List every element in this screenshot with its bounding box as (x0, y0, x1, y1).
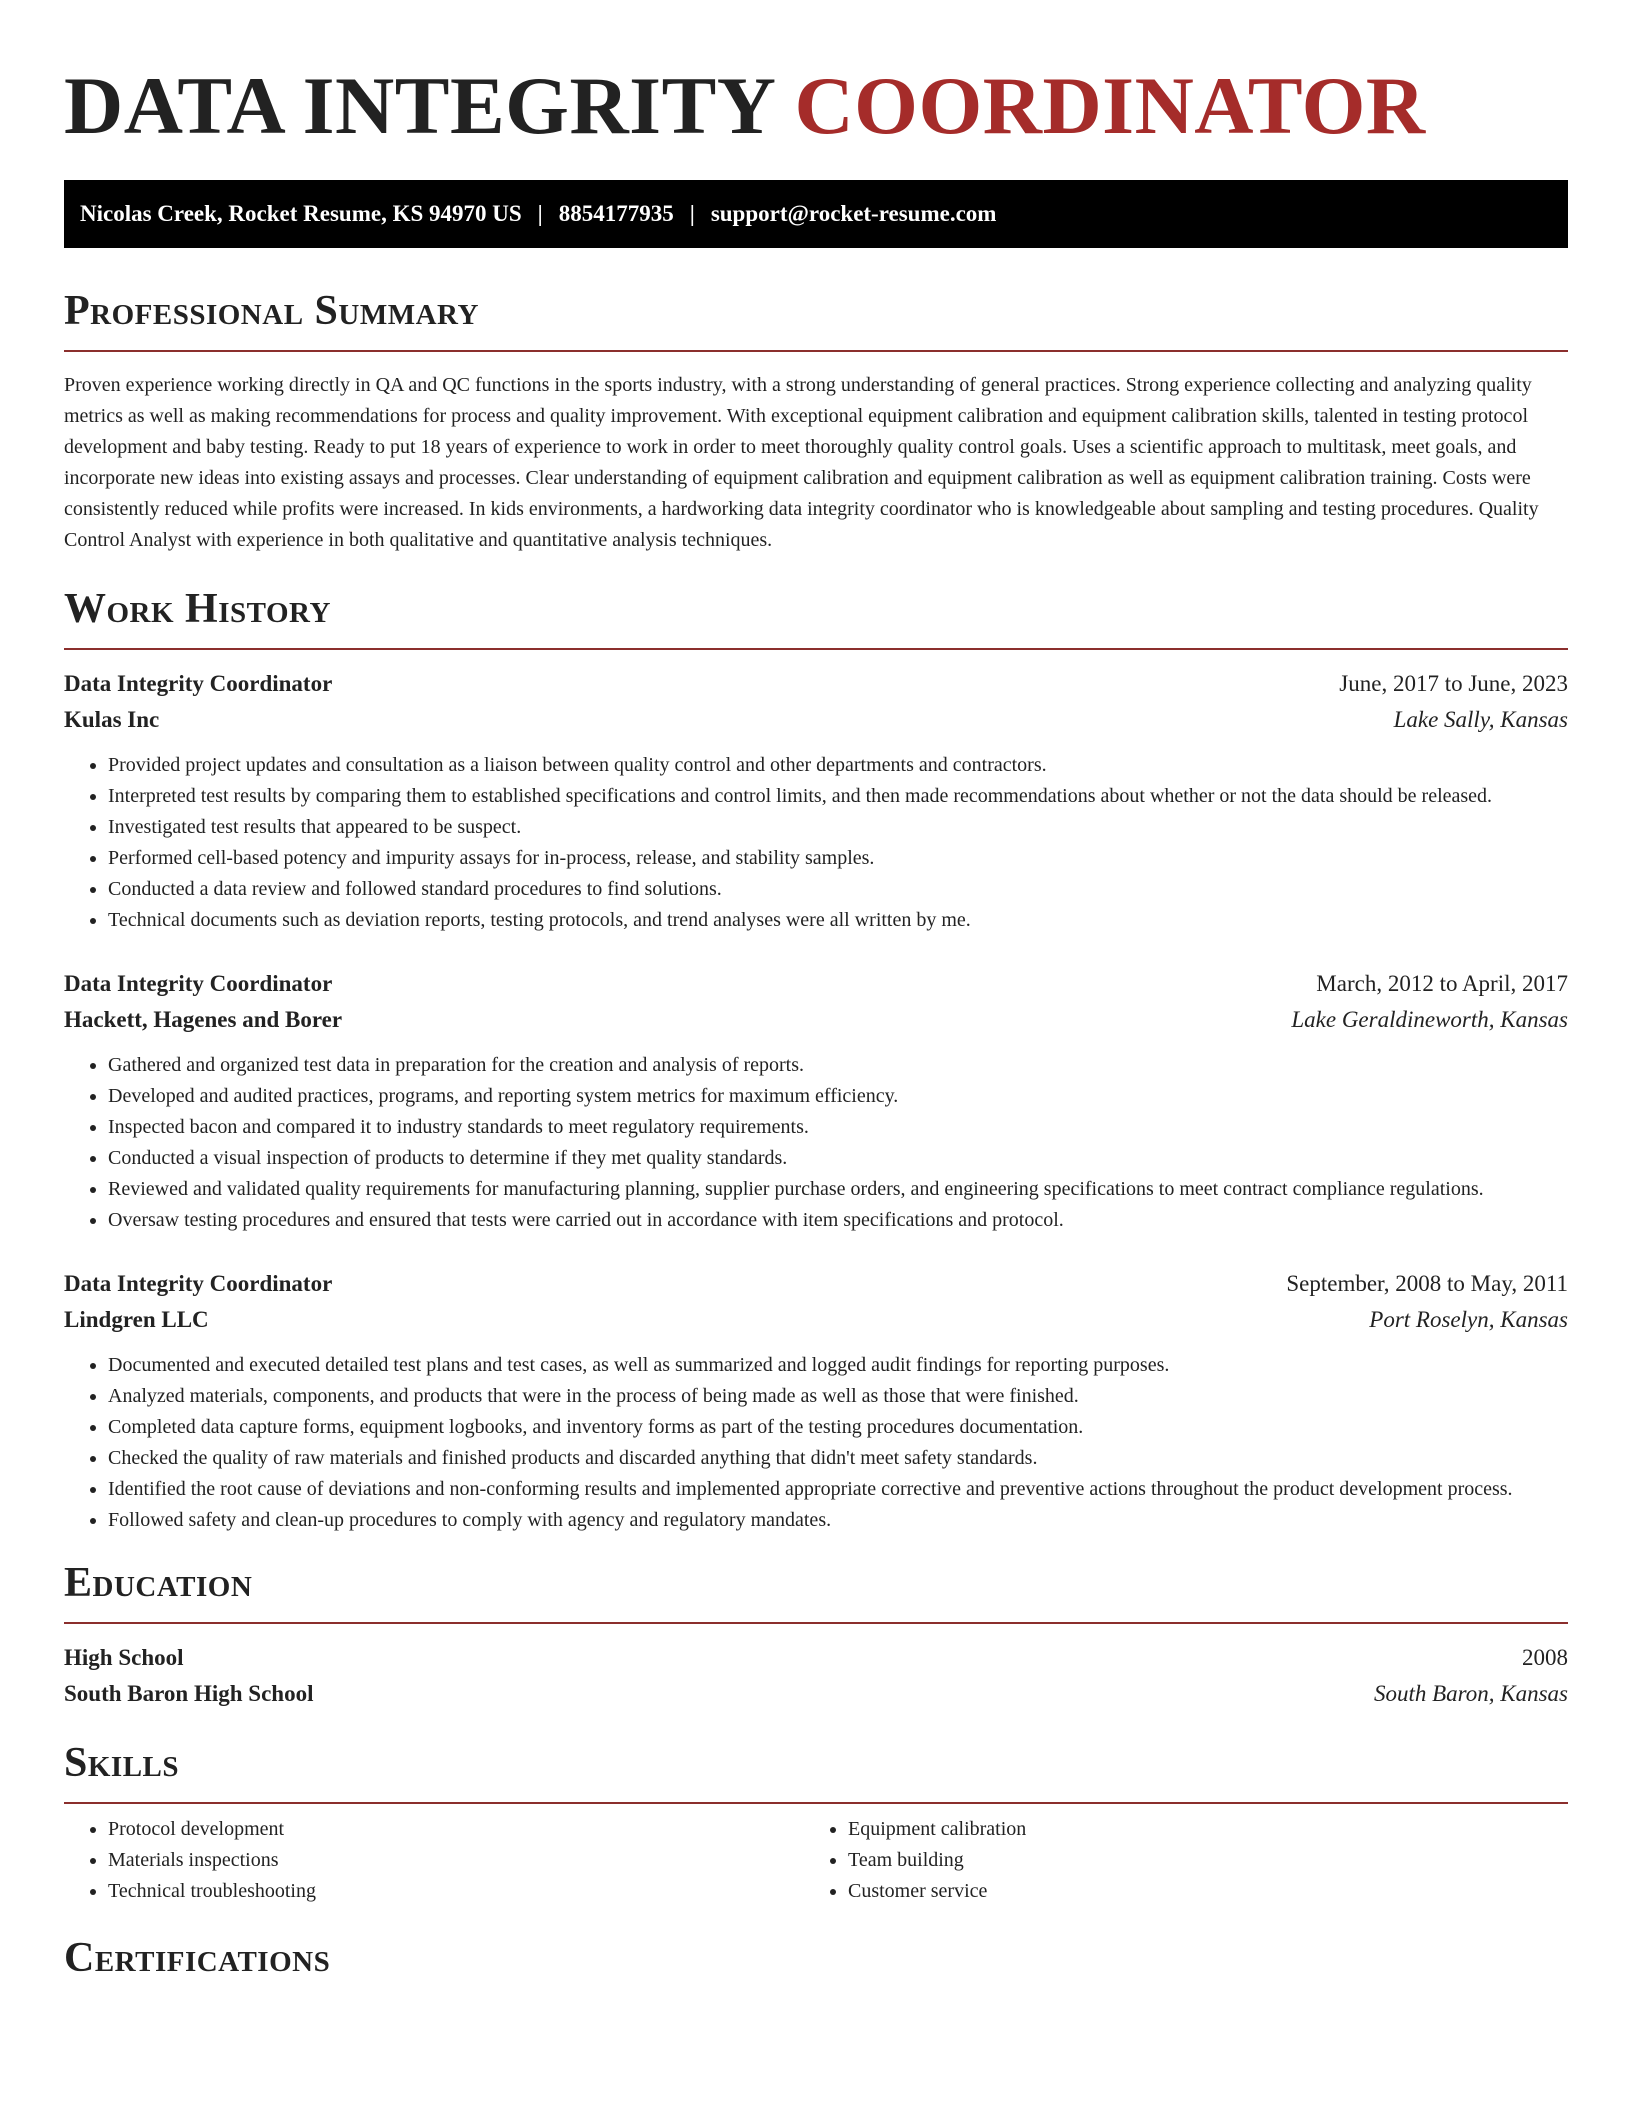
title-accent: COORDINATOR (794, 60, 1426, 151)
job-entry (64, 1266, 1568, 1536)
job-bullet: • Documented and executed detailed test plans and test cases, as well as summarized and logged audit findings for reporting purposes. (108, 1350, 1568, 1381)
job-dates: March, 2012 to April, 2017 (1316, 971, 1568, 996)
job-bullet: • Interpreted test results by comparing them to established specifications and control limits, and then made recommendations about whether or not the data should be released. (108, 781, 1568, 812)
skills-section (64, 1738, 1568, 1907)
job-bullets (64, 1350, 1568, 1536)
job-company: Lindgren LLC (64, 1307, 209, 1332)
certifications-heading: Certifications (64, 1935, 331, 1981)
contact-bar (64, 180, 1568, 248)
job-bullet: • Oversaw testing procedures and ensured that tests were carried out in accordance with item specifications and protocol. (108, 1205, 1568, 1236)
job-company: Kulas Inc (64, 707, 160, 732)
contact-address: Nicolas Creek, Rocket Resume, KS 94970 US (80, 201, 522, 226)
job-dates: September, 2008 to May, 2011 (1286, 1271, 1568, 1296)
contact-phone: 8854177935 (558, 201, 674, 226)
job-bullet: • Reviewed and validated quality requirements for manufacturing planning, supplier purchase orders, and engineering specifications to meet contract compliance regulations. (108, 1174, 1568, 1205)
education-location: South Baron, Kansas (1373, 1681, 1568, 1706)
job-header-row (64, 966, 1568, 1002)
job-bullet: • Conducted a data review and followed standard procedures to find solutions. (108, 874, 1568, 905)
job-bullet: • Followed safety and clean-up procedures to comply with agency and regulatory mandates. (108, 1505, 1568, 1536)
skills-list-left (64, 1814, 804, 1907)
job-bullet: • Conducted a visual inspection of products to determine if they met quality standards. (108, 1143, 1568, 1174)
section-divider (64, 350, 1568, 352)
summary-heading: Professional Summary (64, 288, 479, 334)
skill-item: • Team building (848, 1845, 1544, 1876)
job-bullet: • Investigated test results that appeared to be suspect. (108, 812, 1568, 843)
job-bullets (64, 1050, 1568, 1236)
education-school: South Baron High School (64, 1681, 314, 1706)
certifications-section (64, 1933, 1568, 1983)
job-header-row (64, 1266, 1568, 1302)
job-bullet: • Technical documents such as deviation reports, testing protocols, and trend analyses were all written by me. (108, 905, 1568, 936)
job-bullet: • Gathered and organized test data in preparation for the creation and analysis of reports. (108, 1050, 1568, 1081)
education-header-row (64, 1640, 1568, 1676)
job-bullet: • Provided project updates and consultation as a liaison between quality control and other departments and contractors. (108, 750, 1568, 781)
title-main: DATA INTEGRITY (64, 60, 774, 151)
job-entry (64, 666, 1568, 936)
job-bullet: • Completed data capture forms, equipment logbooks, and inventory forms as part of the testing procedures documentation. (108, 1412, 1568, 1443)
job-bullets (64, 750, 1568, 936)
job-bullet: • Analyzed materials, components, and products that were in the process of being made as well as those that were finished. (108, 1381, 1568, 1412)
education-year: 2008 (1522, 1645, 1568, 1670)
job-location: Lake Geraldineworth, Kansas (1291, 1007, 1568, 1032)
education-heading: Education (64, 1560, 253, 1606)
skills-columns (64, 1814, 1568, 1907)
contact-separator: | (689, 201, 695, 226)
work-history-section (64, 584, 1568, 1536)
work-history-heading: Work History (64, 586, 331, 632)
skill-item: • Protocol development (108, 1814, 804, 1845)
education-degree: High School (64, 1645, 184, 1670)
summary-text: Proven experience working directly in QA and QC functions in the sports industry, with a strong understanding of general practices. Strong experience collecting and analyzing quality metrics as well as making recommendations for process and quality improvement. With exceptional equipment calibration and equipment calibration skills, talented in testing protocol development and baby testing. Ready to put 18 years of experience to work in order to meet thoroughly quality control goals. Uses a scientific approach to multitask, meet goals, and incorporate new ideas into existing assays and processes. Clear understanding of equipment calibration and equipment calibration as well as equipment calibration training. Costs were consistently reduced while profits were increased. In kids environments, a hardworking data integrity coordinator who is knowledgeable about sampling and testing procedures. Quality Control Analyst with experience in both qualitative and quantitative analysis techniques. (64, 374, 1539, 551)
skill-item: • Customer service (848, 1876, 1544, 1907)
job-company-row (64, 1302, 1568, 1338)
job-company: Hackett, Hagenes and Borer (64, 1007, 343, 1032)
education-school-row (64, 1676, 1568, 1712)
section-divider (64, 648, 1568, 650)
job-location: Lake Sally, Kansas (1393, 707, 1568, 732)
job-header-row (64, 666, 1568, 702)
section-divider (64, 1802, 1568, 1804)
skill-item: • Equipment calibration (848, 1814, 1544, 1845)
summary-section (64, 286, 1568, 556)
resume-title (64, 0, 1568, 154)
job-location: Port Roselyn, Kansas (1369, 1307, 1568, 1332)
job-company-row (64, 1002, 1568, 1038)
job-title: Data Integrity Coordinator (64, 1271, 333, 1296)
job-title: Data Integrity Coordinator (64, 671, 333, 696)
job-bullet: • Checked the quality of raw materials and finished products and discarded anything that didn't meet safety standards. (108, 1443, 1568, 1474)
skills-heading: Skills (64, 1740, 180, 1786)
job-bullet: • Identified the root cause of deviations and non-conforming results and implemented appropriate corrective and preventive actions throughout the product development process. (108, 1474, 1568, 1505)
job-dates: June, 2017 to June, 2023 (1339, 671, 1568, 696)
contact-separator: | (537, 201, 543, 226)
job-bullet: • Performed cell-based potency and impurity assays for in-process, release, and stability samples. (108, 843, 1568, 874)
job-bullet: • Developed and audited practices, programs, and reporting system metrics for maximum efficiency. (108, 1081, 1568, 1112)
job-entry (64, 966, 1568, 1236)
section-divider (64, 1622, 1568, 1624)
skill-item: • Technical troubleshooting (108, 1876, 804, 1907)
job-title: Data Integrity Coordinator (64, 971, 333, 996)
education-entry (64, 1640, 1568, 1712)
job-bullet: • Inspected bacon and compared it to industry standards to meet regulatory requirements. (108, 1112, 1568, 1143)
contact-email[interactable]: support@rocket-resume.com (710, 201, 997, 226)
education-section (64, 1558, 1568, 1712)
skill-item: • Materials inspections (108, 1845, 804, 1876)
job-company-row (64, 702, 1568, 738)
skills-list-right (804, 1814, 1544, 1907)
